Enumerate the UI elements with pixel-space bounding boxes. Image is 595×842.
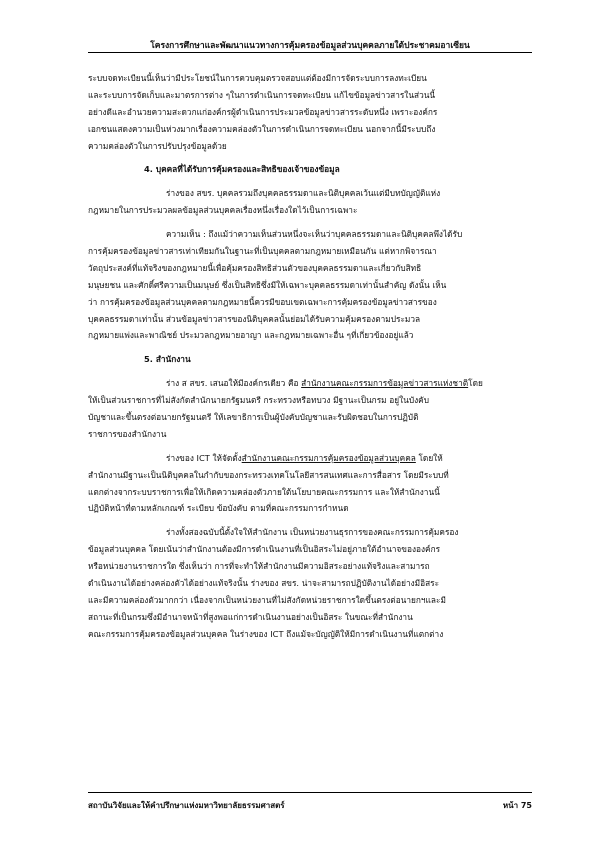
text-line: สถานะที่เป็นกรมซึ่งมีอำนาจหน้าที่สูงพอแก่การดำเนินงานอย่างเป็นอิสระ ในขณะที่สำนักงาน: [88, 611, 413, 622]
text-line: ให้เป็นส่วนราชการที่ไม่สังกัดสำนักนายกรัฐมนตรี กระทรวงหรือทบวง มีฐานะเป็นกรม อยู่ในบังคับ: [88, 395, 429, 406]
footer-institution: สถาบันวิจัยและให้คำปรึกษาแห่งมหาวิทยาลัยธรรมศาสตร์: [88, 801, 285, 810]
text-line: ความเห็น : ถึงแม้ว่าความเห็นส่วนหนึ่งจะเห็นว่าบุคคลธรรมดาและนิติบุคคลพึงได้รับ: [166, 229, 463, 240]
text-line: มนุษยชน และศักดิ์ศรีความเป็นมนุษย์ ซึ่งเป็นสิทธิซึ่งมีให้เฉพาะบุคคลธรรมดาเท่านั้นสำคัญ ดังนั้น เห็น: [88, 279, 447, 290]
text-line: กฎหมายแพ่งและพาณิชย์ ประมวลกฎหมายอาญา และกฎหมายเฉพาะอื่น ๆที่เกี่ยวข้องอยู่แล้ว: [88, 330, 414, 341]
text-segment: โดย: [468, 378, 483, 389]
text-line: ราชการของสำนักงาน: [88, 428, 167, 439]
paragraph-comparison: [88, 524, 532, 642]
text-line: ปฏิบัติหน้าที่ตามหลักเกณฑ์ ระเบียบ ข้อบังคับ ตามที่คณะกรรมการกำหนด: [88, 503, 349, 514]
footer-divider: [88, 792, 532, 793]
text-line: ดำเนินงานได้อย่างคล่องตัวได้อย่างแท้จริงนั้น ร่างของ สขร. น่าจะสามารถปฏิบัติงานได้อย่างมีอิสระ: [88, 578, 440, 589]
text-line: ร่างทั้งสองฉบับนี้ตั้งใจให้สำนักงาน เป็นหน่วยงานธุรการของคณะกรรมการคุ้มครอง: [166, 527, 459, 538]
text-line: อย่างดีและอำนวยความสะดวกแก่องค์กรผู้ดำเนินการประมวลข้อมูลข่าวสารระดับหนึ่ง เพราะองค์กร: [88, 106, 438, 117]
text-segment: ร่าง ส สขร. เสนอให้มีองค์กรเดียว คือ: [166, 378, 302, 389]
text-line: [88, 375, 532, 392]
header-divider: [88, 52, 532, 53]
underlined-office-name: สำนักงานคณะกรรมการคุ้มครองข้อมูลส่วนบุคคล: [241, 452, 416, 463]
text-line: แตกต่างจากระบบราชการเพื่อให้เกิดความคล่องตัวภายใต้นโยบายคณะกรรมการ และให้สำนักงานนี้: [88, 486, 440, 497]
text-line: และมีความคล่องตัวมากกว่า เนื่องจากเป็นหน่วยงานที่ไม่สังกัดหน่วยราชการใดขึ้นตรงต่อนายกฯและมี: [88, 594, 446, 605]
text-line: ความคล่องตัวในการปรับปรุงข้อมูลด้วย: [88, 140, 227, 151]
section-heading-4: 4. บุคคลที่ได้รับการคุ้มครองและสิทธิของเจ้าของข้อมูล: [144, 164, 340, 175]
text-line: และระบบการจัดเก็บและมาตรการต่าง ๆในการดำเนินการจดทะเบียน แก้ไขข้อมูลข่าวสารในส่วนนี้: [88, 89, 436, 100]
text-line: กฎหมายในการประมวลผลข้อมูลส่วนบุคคลเรื่องหนึ่งเรื่องใดไว้เป็นการเฉพาะ: [88, 205, 358, 216]
text-line: [88, 450, 532, 467]
paragraph-opinion: [88, 226, 532, 344]
text-line: บุคคลธรรมดาเท่านั้น ส่วนข้อมูลข่าวสารของนิติบุคคลนั้นย่อมได้รับความคุ้มครองตามประมวล: [88, 313, 421, 324]
text-segment: ร่างของ ICT ให้จัดตั้ง: [166, 452, 242, 463]
text-line: วัตถุประสงค์ที่แท้จริงของกฎหมายนี้เพื่อคุ้มครองสิทธิส่วนตัวของบุคคลธรรมดาและเกี่ยวกับสิทธิ: [88, 262, 422, 273]
text-line: คณะกรรมการคุ้มครองข้อมูลส่วนบุคคล ในร่างของ ICT ถึงแม้จะบัญญัติให้มีการดำเนินงานที่แตกต่าง: [88, 628, 444, 639]
text-line: เอกชนแสดงความเป็นห่วงมากเรื่องความคล่องตัวในการดำเนินการจดทะเบียน นอกจากนี้มีระบบถึง: [88, 123, 436, 134]
paragraph-registration: [88, 70, 532, 154]
page-header: โครงการศึกษาและพัฒนาแนวทางการคุ้มครองข้อมูลส่วนบุคคลภายใต้ประชาคมอาเซียน: [150, 41, 470, 51]
text-line: หรือหน่วยงานราชการใด ซึ่งเห็นว่า การที่จะทำให้สำนักงานมีความอิสระอย่างแท้จริงและสามารถ: [88, 561, 430, 572]
page-number: หน้า 75: [502, 801, 532, 810]
section-heading-5: 5. สำนักงาน: [144, 354, 191, 365]
text-line: ว่า การคุ้มครองข้อมูลส่วนบุคคลตามกฎหมายนี้ควรมีขอบเขตเฉพาะการคุ้มครองข้อมูลข่าวสารของ: [88, 296, 437, 307]
text-segment: โดยให้: [415, 452, 443, 463]
text-line: ระบบจดทะเบียนนี้เห็นว่ามีประโยชน์ในการควบคุมตรวจสอบแต่ต้องมีการจัดระบบการลงทะเบียน: [88, 73, 427, 83]
text-line: บัญชาและขึ้นตรงต่อนายกรัฐมนตรี ให้เลขาธิการเป็นผู้บังคับบัญชาและรับผิดชอบในการปฏิบัติ: [88, 412, 419, 423]
text-line: ร่างของ สขร. บุคคลรวมถึงบุคคลธรรมดาและนิติบุคคลเว้นแต่มีบทบัญญัติแห่ง: [166, 188, 441, 199]
underlined-office-name: สำนักงานคณะกรรมการข้อมูลข่าวสารแห่งชาติ: [301, 378, 469, 389]
paragraph-office-draft-a: [88, 375, 532, 443]
text-line: ข้อมูลส่วนบุคคล โดยเน้นว่าสำนักงานต้องมีการดำเนินงานที่เป็นอิสระไม่อยู่ภายใต้อำนาจขององค์กร: [88, 544, 441, 555]
paragraph-office-draft-b: [88, 450, 532, 518]
paragraph-draft-definition: [88, 185, 532, 219]
text-line: สำนักงานมีฐานะเป็นนิติบุคคลในกำกับของกระทรวงเทคโนโลยีสารสนเทศและการสื่อสาร โดยมีระบบที่: [88, 469, 449, 480]
text-line: การคุ้มครองข้อมูลข่าวสารเท่าเทียมกันในฐานะที่เป็นบุคคลตามกฎหมายเหมือนกัน แต่หากพิจารณา: [88, 246, 437, 257]
page-body: [88, 70, 532, 643]
